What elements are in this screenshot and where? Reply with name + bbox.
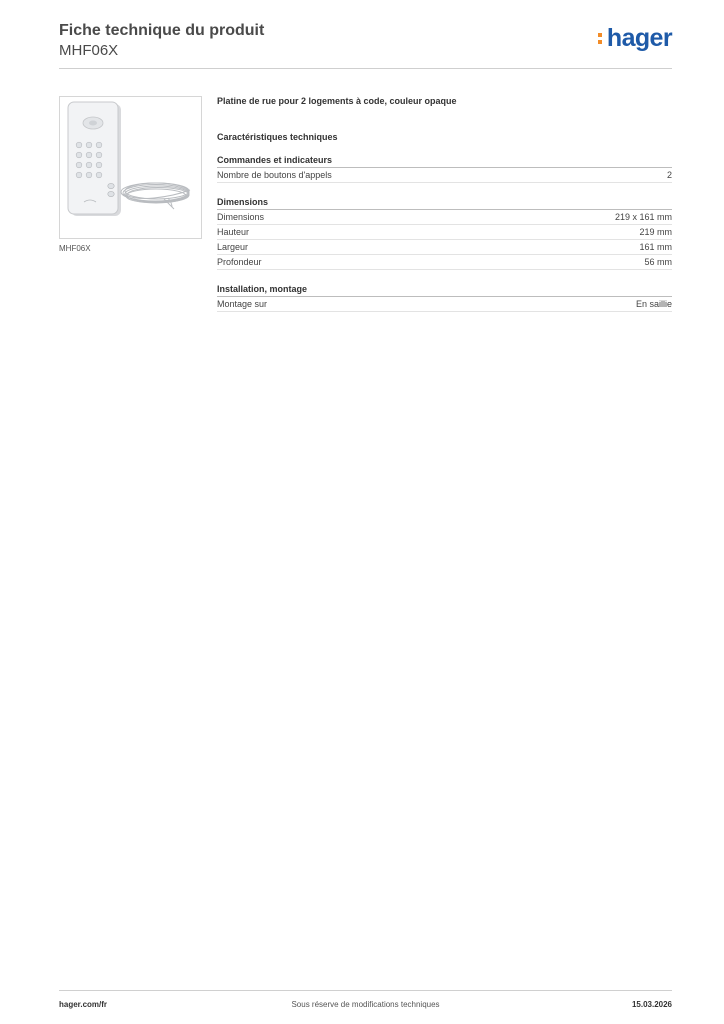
group-title-controls: Commandes et indicateurs xyxy=(217,155,672,168)
spec-label: Hauteur xyxy=(217,227,250,237)
spec-row xyxy=(217,255,672,270)
specifications-section xyxy=(217,92,672,312)
hager-logo xyxy=(607,24,672,53)
group-title-installation: Installation, montage xyxy=(217,284,672,297)
product-reference: MHF06X xyxy=(59,42,119,59)
website-link[interactable]: hager.com/fr xyxy=(59,1000,108,1009)
logo-text: hager xyxy=(606,24,672,52)
technical-characteristics-heading: Caractéristiques techniques xyxy=(217,132,338,142)
legal-notice: Sous réserve de modifications techniques xyxy=(291,1000,440,1009)
product-image xyxy=(59,96,202,239)
spec-row xyxy=(217,297,672,312)
spec-label: Largeur xyxy=(217,242,249,252)
page-footer xyxy=(59,990,672,1011)
page-header xyxy=(59,22,672,69)
document-title: Fiche technique du produit xyxy=(59,22,265,39)
product-description: Platine de rue pour 2 logements à code, couleur opaque xyxy=(217,96,457,106)
spec-row xyxy=(217,225,672,240)
spec-label: Montage sur xyxy=(217,299,268,309)
spec-value: 56 mm xyxy=(644,257,672,267)
spec-value: 2 xyxy=(666,170,672,180)
spec-label: Profondeur xyxy=(217,257,262,267)
spec-row xyxy=(217,210,672,225)
logo-dots-icon xyxy=(598,33,602,47)
intercom-keypad-panel-image xyxy=(60,97,201,238)
group-title-dimensions: Dimensions xyxy=(217,197,672,210)
document-date: 15.03.2026 xyxy=(631,1000,672,1009)
spec-row xyxy=(217,168,672,183)
spec-value: En saillie xyxy=(635,299,672,309)
spec-value: 219 x 161 mm xyxy=(614,212,672,222)
spec-row xyxy=(217,240,672,255)
spec-label: Nombre de boutons d'appels xyxy=(217,170,332,180)
spec-label: Dimensions xyxy=(217,212,265,222)
spec-value: 219 mm xyxy=(639,227,672,237)
spec-value: 161 mm xyxy=(639,242,672,252)
product-image-caption: MHF06X xyxy=(59,244,91,253)
